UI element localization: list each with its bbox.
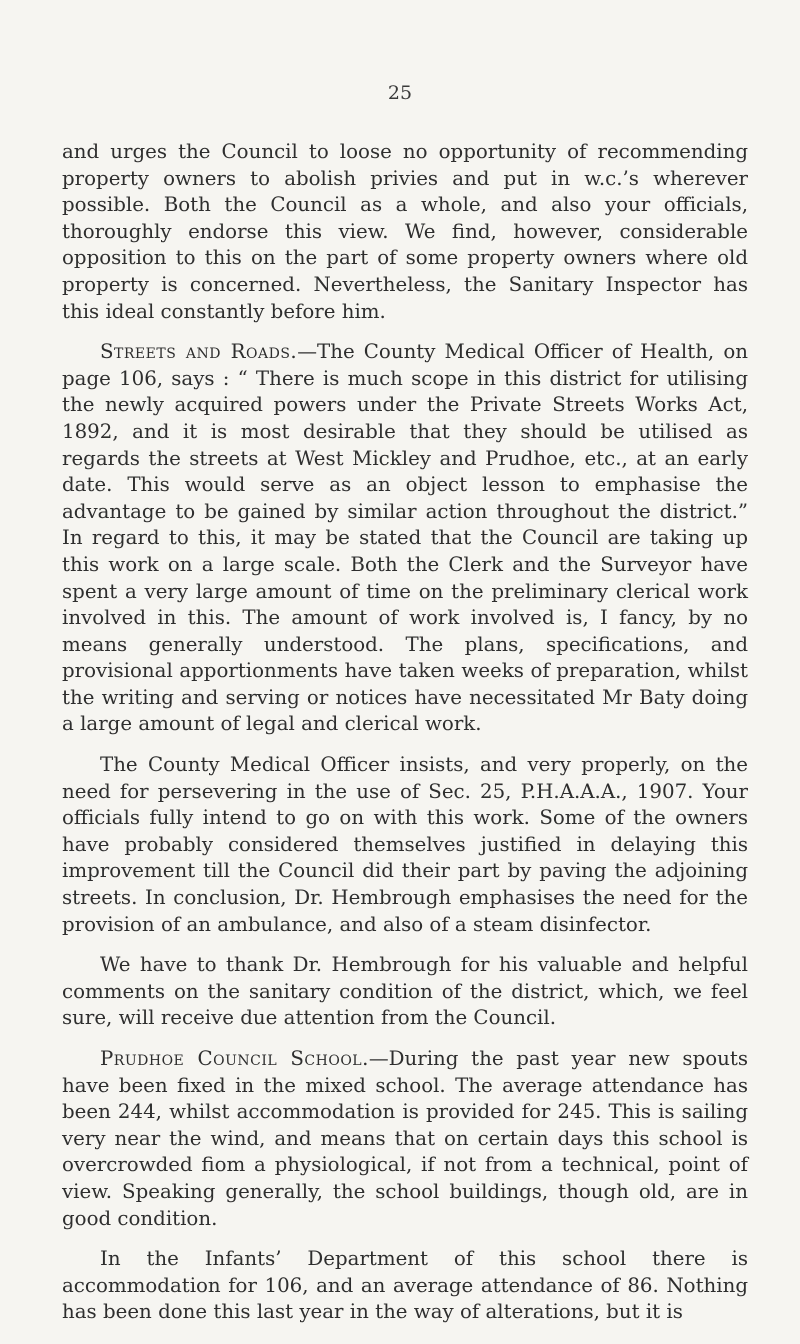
body-text (62, 139, 748, 1340)
paragraph-thanks (62, 952, 748, 1032)
page-number: 25 (387, 82, 413, 104)
paragraph-text: The County Medical Officer insists, and very properly, on the need for persevering in the use of Sec. 25, P.H.A.A.A., 1907. Your officials fully intend to go on with this work. Some of the owners have probably considered themselves justified in delaying this improvement till the Council did their part by paving the adjoining streets. In conclusion, Dr. Hembrough emphasises the need for the provision of an ambulance, and also of a steam disinfector. (62, 753, 748, 936)
paragraph-text: and urges the Council to loose no opportunity of recommending property owners to abolish privies and put in w.c.’s wherever possible. Both the Council as a whole, and also your officials, thoroughly endorse this view. We find, however, considerable opposition to this on the part of some property owners where old property is concerned. Nevertheless, the Sanitary Inspector has this ideal constantly before him. (62, 140, 748, 323)
paragraph-county-medical-officer (62, 752, 748, 938)
paragraph-text: —During the past year new spouts have been fixed in the mixed school. The average attendance has been 244, whilst accommodation is provided for 245. This is sailing very near the wind, and means that on certain days this school is overcrowded fiom a physiological, if not from a technical, point of view. Speaking generally, the school buildings, though old, are in good condition. (62, 1047, 748, 1230)
section-heading-streets-and-roads: Streets and Roads. (100, 340, 298, 364)
section-heading-prudhoe-council-school: Prudhoe Council School. (100, 1047, 369, 1070)
paragraph-privies (62, 139, 748, 325)
paragraph-prudhoe-council-school (62, 1046, 748, 1232)
paragraph-text: —The County Medical Officer of Health, on page 106, says : “ There is much scope in this district for utilising the newly acquired powers under the Private Streets Works Act, 1892, and it is most desirable that they should be utilised as regards the streets at West Mickley and Prudhoe, etc., at an early date. This would serve as an object lesson to emphasise the advantage to be gained by similar action throughout the district.” In regard to this, it may be stated that the Council are taking up this work on a large scale. Both the Clerk and the Surveyor have spent a very large amount of time on the preliminary clerical work involved in this. The amount of work involved is, I fancy, by no means generally understood. The plans, specifications, and provisional apportionments have taken weeks of preparation, whilst the writing and serving or notices have necessitated Mr Baty doing a large amount of legal and clerical work. (62, 340, 748, 736)
paragraph-text: We have to thank Dr. Hembrough for his valuable and helpful comments on the sanitary condition of the district, which, we feel sure, will receive due attention from the Council. (62, 953, 748, 1030)
paragraph-infants-department (62, 1246, 748, 1326)
paragraph-streets-and-roads (62, 339, 748, 738)
paragraph-text: In the Infants’ Department of this school there is accommodation for 106, and an average attendance of 86. Nothing has been done this last year in the way of alterations, but it is (62, 1247, 748, 1324)
